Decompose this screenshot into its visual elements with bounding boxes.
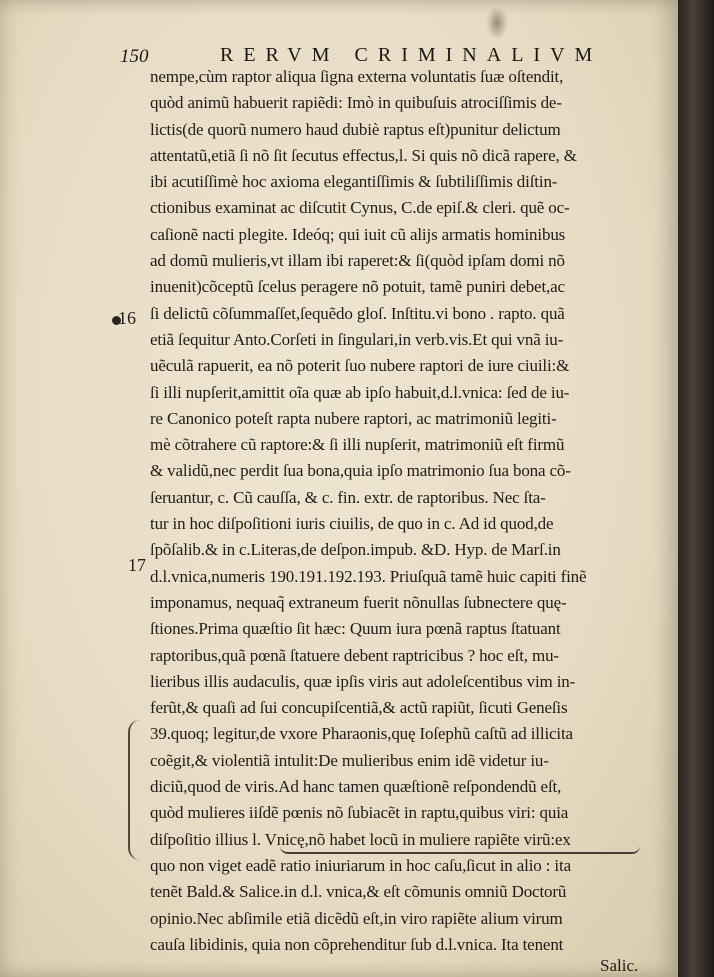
text-line: ibi acutiſſimè hoc axioma elegantiſſimis & ſubtiliſſimis diſtin- bbox=[150, 172, 558, 192]
text-line: mè cõtrahere cũ raptore:& ſi illi nupſerit, matrimoniũ eſt firmũ bbox=[150, 435, 565, 455]
text-line: quòd mulieres iiſdẽ pœnis nõ ſubiacẽt in raptu,quibus viri: quia bbox=[150, 803, 569, 823]
text-line: tenẽt Bald.& Salice.in d.l. vnica,& eſt cõmunis omniũ Doctorũ bbox=[150, 882, 567, 902]
text-line: 39.quoq; legitur,de vxore Pharaonis,quę Ioſephũ caſtũ ad illicita bbox=[150, 724, 573, 744]
running-title: RERVM CRIMINALIVM bbox=[220, 44, 603, 66]
margin-number-17: 17 bbox=[128, 555, 146, 575]
text-line: quo non viget eadẽ ratio iniuriarum in hoc caſu,ſicut in alio : ita bbox=[150, 855, 571, 875]
text-line: nempe,cùm raptor aliqua ſigna externa voluntatis ſuæ oſtendit, bbox=[150, 67, 564, 86]
text-line: ſeruantur, c. Cũ cauſſa, & c. fin. extr. de raptoribus. Nec ſta- bbox=[150, 487, 546, 507]
text-line: uẽculã rapuerit, ea nõ poterit ſuo nubere raptori de iure ciuili:& bbox=[150, 356, 570, 376]
text-line: tur in hoc diſpoſitioni iuris ciuilis, de quo in c. Ad id quod,de bbox=[150, 514, 554, 534]
text-line: & validũ,nec perdit ſua bona,quia ipſo matrimonio ſua bona cõ- bbox=[150, 461, 571, 481]
text-line: ferũt,& quaſi ad ſui concupiſcentiã,& actũ rapiũt, ſicuti Geneſis bbox=[150, 698, 568, 718]
text-line: re Canonico poteſt rapta nubere raptori, ac matrimoniũ legiti- bbox=[150, 408, 557, 428]
text-line: lictis(de quorũ numero haud dubiè raptus eſt)punitur delictum bbox=[150, 119, 561, 139]
text-line: inuenit)cõceptũ ſcelus peragere nõ potuit, tamẽ puniri debet,ac bbox=[150, 277, 565, 297]
text-line: opinio.Nec abſimile etiã dicẽdũ eſt,in viro rapiẽte alium virum bbox=[150, 908, 563, 928]
handwritten-underline-mark bbox=[280, 846, 640, 854]
text-line: attentatũ,etiã ſi nõ ſit ſecutus effectus,l. Si quis nõ dicã rapere, & bbox=[150, 145, 577, 165]
margin-number-16: 16 bbox=[118, 308, 136, 328]
handwritten-bracket-mark bbox=[128, 720, 140, 860]
text-line: coẽgit,& violentiã intulit:De mulieribus enim idẽ videtur iu- bbox=[150, 750, 549, 770]
text-line: ctionibus examinat ac diſcutit Cynus, C.de epiſ.& cleri. quẽ oc- bbox=[150, 198, 570, 218]
book-gutter bbox=[678, 0, 714, 977]
text-line: cauſa libidinis, quia non cõprehenditur ſub d.l.vnica. Ita tenent bbox=[150, 934, 564, 954]
ink-stain bbox=[486, 6, 508, 40]
catchword: Salic. bbox=[600, 956, 639, 975]
text-line: ſi delictũ cõſummaſſet,ſequẽdo gloſ. Inſtitu.vi bono . rapto. quã bbox=[150, 303, 565, 323]
text-line: imponamus, nequaq̃ extraneum fuerit nõnullas ſubnectere quę- bbox=[150, 592, 567, 612]
text-line: diſpoſitio illius l. Vnicę,nõ habet locũ in muliere rapiẽte virũ:ex bbox=[150, 829, 571, 849]
text-line: lieribus illis audaculis, quæ ipſis viris aut adoleſcentibus vim in- bbox=[150, 671, 576, 691]
text-line: d.l.vnica,numeris 190.191.192.193. Priuſquã tamẽ huic capiti finẽ bbox=[150, 566, 587, 586]
text-line: ad domũ mulieris,vt illam ibi raperet:& ſi(quòd ipſam domi nõ bbox=[150, 251, 565, 271]
text-line: raptoribus,quã pœnã ſtatuere debent raptricibus ? hoc eſt, mu- bbox=[150, 645, 559, 665]
body-text bbox=[150, 64, 680, 958]
text-line: quòd animũ habuerit rapiẽdi: Imò in quibuſuis atrociſſimis de- bbox=[150, 93, 562, 113]
text-line: caſionẽ nacti plegite. Ideóq; qui iuit cũ alijs armatis hominibus bbox=[150, 224, 566, 244]
folio-number: 150 bbox=[120, 46, 149, 67]
text-line: ſi illi nupſerit,amittit oĩa quæ ab ipſo habuit,d.l.vnica: ſed de iu- bbox=[150, 382, 570, 402]
text-line: ſpõſalib.& in c.Literas,de deſpon.impub. &D. Hyp. de Marſ.in bbox=[150, 540, 561, 560]
text-line: diciũ,quod de viris.Ad hanc tamen quæſtionẽ reſpondendũ eſt, bbox=[150, 777, 562, 797]
text-line: etiã ſequitur Anto.Corſeti in ſingulari,in verb.vis.Et qui vnã iu- bbox=[150, 329, 564, 349]
text-line: ſtiones.Prima quæſtio ſit hæc: Quum iura pœnã raptus ſtatuant bbox=[150, 619, 561, 639]
